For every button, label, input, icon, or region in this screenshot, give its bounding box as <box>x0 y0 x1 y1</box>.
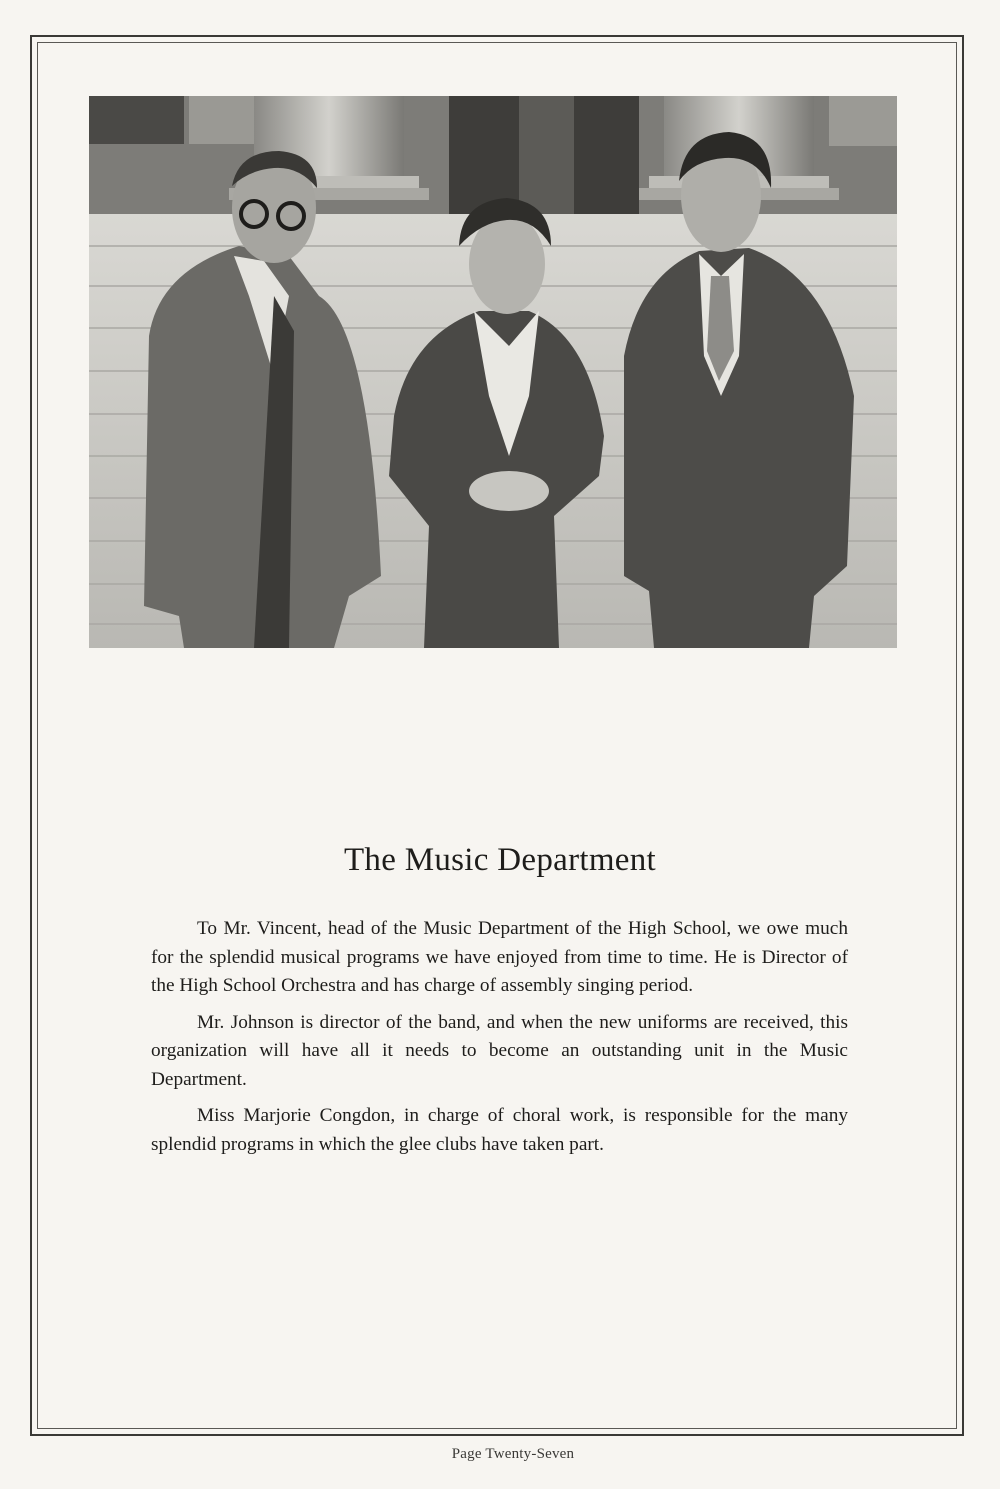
paragraph-vincent: To Mr. Vincent, head of the Music Department of the High School, we owe much for the splendid musical programs we have enjoyed from time to time. He is Director of the High School Orchestra and has charge of assembly singing period. <box>151 918 848 996</box>
page-number: Page Twenty-Seven <box>451 1446 575 1462</box>
paragraph-johnson: Mr. Johnson is director of the band, and when the new uniforms are received, this organization will have all it needs to become an outstanding unit in the Music Department. <box>151 1011 848 1090</box>
group-photo <box>89 96 897 648</box>
paragraph-congdon: Miss Marjorie Congdon, in charge of choral work, is responsible for the many splendid programs in which the glee clubs have taken part. <box>151 1105 848 1155</box>
page-title: The Music Department <box>343 842 657 878</box>
article-body <box>151 915 848 1167</box>
